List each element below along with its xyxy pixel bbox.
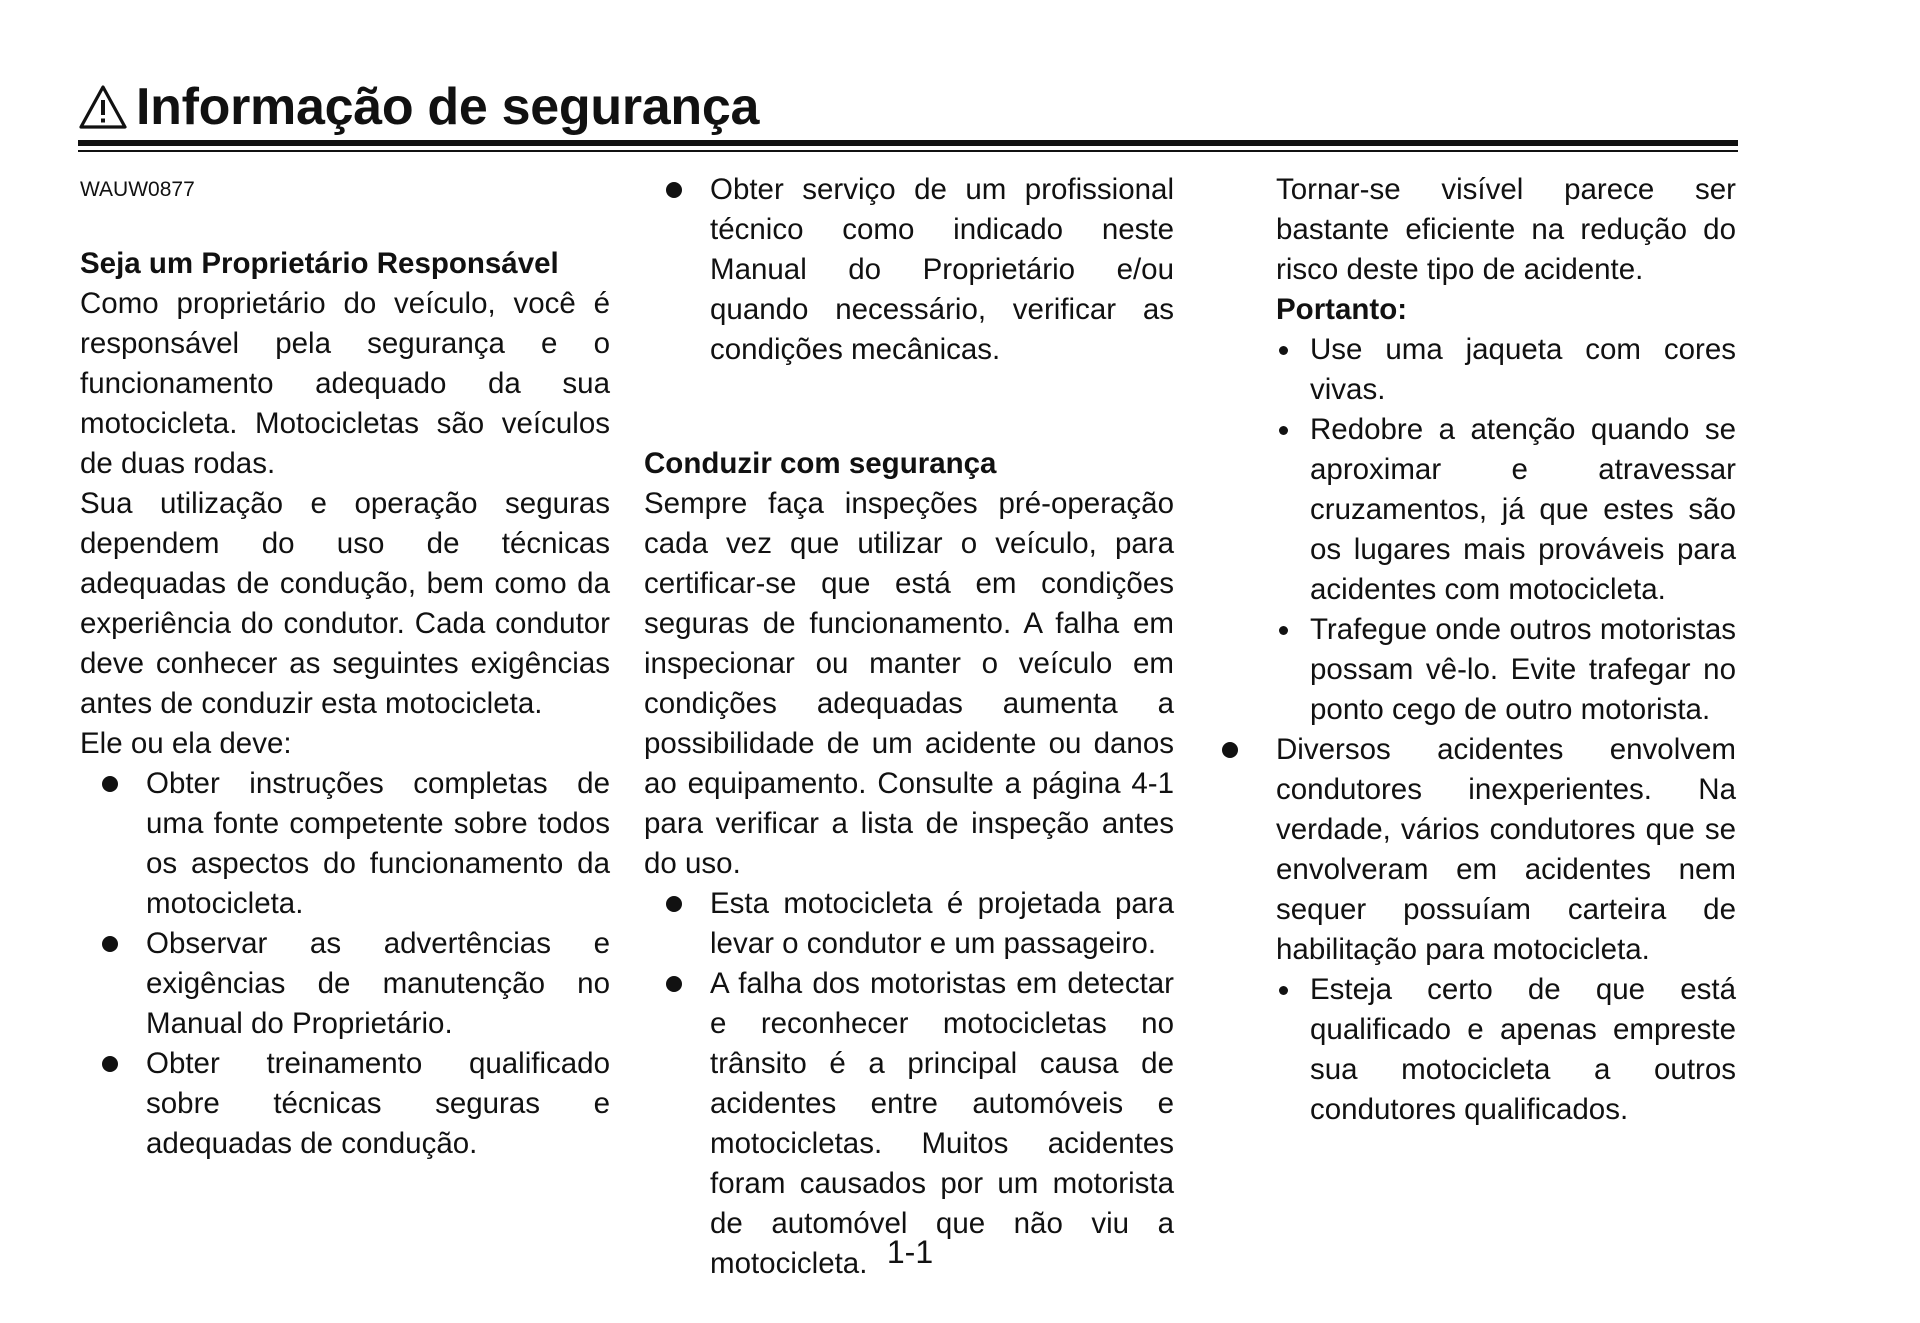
- header-rule-thick: [78, 140, 1738, 146]
- list-item: Esteja certo de que está qualificado e apenas empreste sua motocicleta a outros condutores qualificados.: [1276, 970, 1736, 1130]
- list-item: Redobre a atenção quando se aproximar e atravessar cruzamentos, já que estes são os lugares mais prováveis para acidentes com motocicleta.: [1276, 410, 1736, 610]
- bullet-icon: [102, 1056, 118, 1072]
- small-bullet-icon: [1279, 346, 1288, 355]
- small-bullet-icon: [1279, 626, 1288, 635]
- page-number: 1-1: [886, 1234, 934, 1270]
- section-code: WAUW0877: [80, 178, 195, 201]
- paragraph: Como proprietário do veículo, você é responsável pela segurança e o funcionamento adequado da sua motocicleta. Motocicletas são veículos de duas rodas.: [80, 287, 610, 480]
- bullet-icon: [666, 896, 682, 912]
- column-1: [80, 170, 610, 1164]
- paragraph: Tornar-se visível parece ser bastante eficiente na redução do risco deste tipo de acidente.: [1276, 173, 1736, 286]
- bullet-list: [644, 884, 1174, 1284]
- sub-bullet-list: [1276, 330, 1736, 730]
- bullet-list: [644, 170, 1174, 370]
- list-item: A falha dos motoristas em detectar e reconhecer motocicletas no trânsito é a principal causa de acidentes entre automóveis e motocicletas. Muitos acidentes foram causados por um motorista de automóvel que não viu a motocicleta.: [644, 964, 1174, 1284]
- paragraph: Sua utilização e operação seguras dependem do uso de técnicas adequadas de condução, bem como da experiência do condutor. Cada condutor deve conhecer as seguintes exigências antes de conduzir esta motocicleta.: [80, 487, 610, 720]
- list-item: Obter instruções completas de uma fonte competente sobre todos os aspectos do funcionamento da motocicleta.: [80, 764, 610, 924]
- page-title: Informação de segurança: [136, 78, 760, 136]
- list-item: Trafegue onde outros motoristas possam vê-lo. Evite trafegar no ponto cego de outro motorista.: [1276, 610, 1736, 730]
- bullet-icon: [102, 776, 118, 792]
- small-bullet-icon: [1279, 426, 1288, 435]
- column-3: [1276, 170, 1736, 1130]
- page-header: [78, 78, 1738, 136]
- section-heading-responsible-owner: Seja um Proprietário Responsável: [80, 247, 559, 280]
- bullet-icon: [1222, 742, 1238, 758]
- sub-bullet-list: [1276, 970, 1736, 1130]
- section-heading-safe-riding: Conduzir com segurança: [644, 447, 997, 480]
- bullet-icon: [666, 976, 682, 992]
- list-item: Esta motocicleta é projetada para levar o condutor e um passageiro.: [644, 884, 1174, 964]
- list-item: Observar as advertências e exigências de manutenção no Manual do Proprietário.: [80, 924, 610, 1044]
- list-item: Diversos acidentes envolvem condutores inexperientes. Na verdade, vários condutores que se envolveram em acidentes nem sequer possuíam carteira de habilitação para motocicleta.: [1228, 730, 1736, 970]
- paragraph: Ele ou ela deve:: [80, 727, 292, 760]
- section-heading-therefore: Portanto:: [1276, 293, 1408, 326]
- bullet-icon: [102, 936, 118, 952]
- bullet-list: [80, 764, 610, 1164]
- paragraph: Sempre faça inspeções pré-operação cada vez que utilizar o veículo, para certificar-se que está em condições seguras de funcionamento. A falha em inspecionar ou manter o veículo em condições adequadas aumenta a possibilidade de um acidente ou danos ao equipamento. Consulte a página 4-1 para verificar a lista de inspeção antes do uso.: [644, 487, 1174, 880]
- list-item: Obter serviço de um profissional técnico como indicado neste Manual do Proprietário e/ou quando necessário, verificar as condições mecânicas.: [644, 170, 1174, 370]
- list-item: Use uma jaqueta com cores vivas.: [1276, 330, 1736, 410]
- column-2: [644, 170, 1174, 1284]
- warning-triangle-icon: [78, 83, 128, 131]
- header-rule-thin: [78, 150, 1738, 152]
- small-bullet-icon: [1279, 986, 1288, 995]
- bullet-icon: [666, 182, 682, 198]
- list-item: Obter treinamento qualificado sobre técnicas seguras e adequadas de condução.: [80, 1044, 610, 1164]
- bullet-list: [1228, 730, 1736, 970]
